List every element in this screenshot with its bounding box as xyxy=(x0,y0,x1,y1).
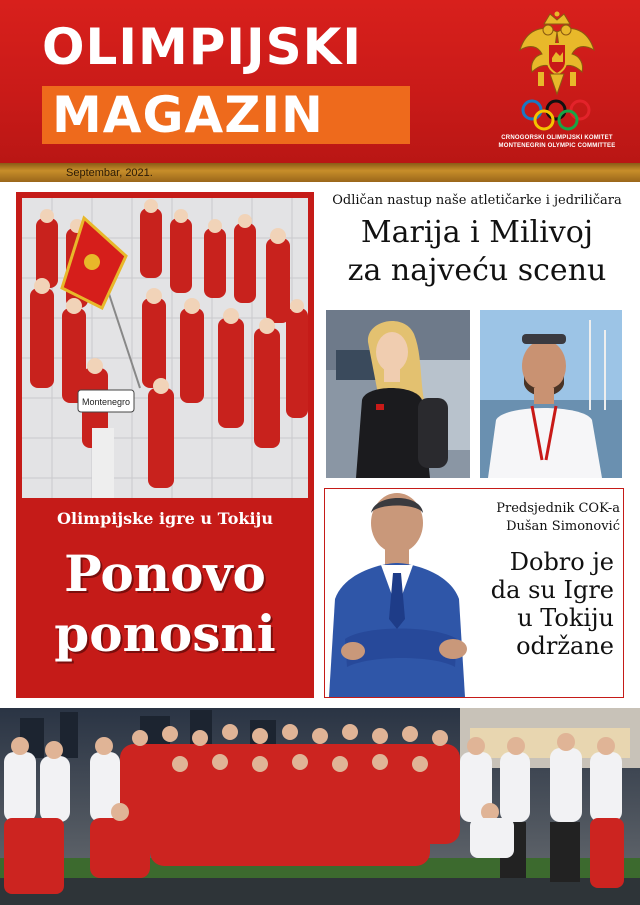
athletes-headline-line2: za najveću scenu xyxy=(347,253,607,288)
main-headline-line1: Ponovo xyxy=(64,544,266,603)
main-story-headline[interactable] xyxy=(16,544,314,664)
president-story-kicker xyxy=(470,500,620,536)
magazine-title-line1: OLIMPIJSKI xyxy=(42,18,362,76)
committee-name-english: MONTENEGRIN OLYMPIC COMMITTEE xyxy=(498,143,616,149)
country-sign-text: Montenegro xyxy=(81,397,131,407)
main-headline-line2: ponosni xyxy=(54,604,276,663)
committee-name xyxy=(492,134,622,150)
opening-ceremony-photo xyxy=(22,198,308,498)
president-story-headline[interactable] xyxy=(470,548,614,660)
masthead xyxy=(0,0,640,168)
president-title: Predsjednik COK-a xyxy=(496,501,620,516)
president-headline-line2: da su Igre xyxy=(490,576,614,604)
president-headline-line1: Dobro je xyxy=(509,548,614,576)
team-group-photo xyxy=(0,708,640,905)
main-story-kicker: Olimpijske igre u Tokiju xyxy=(57,509,273,528)
president-photo xyxy=(325,489,485,697)
president-headline-line4: održane xyxy=(516,632,614,660)
magazine-title-line2: MAGAZIN xyxy=(52,86,324,144)
athlete-marija-photo xyxy=(326,310,470,478)
athletes-story-kicker: Odličan nastup naše atletičarke i jedriličara xyxy=(332,193,622,208)
athletes-headline-line1: Marija i Milivoj xyxy=(360,215,594,250)
montenegro-coat-of-arms-icon xyxy=(512,10,602,100)
olympic-rings-icon xyxy=(520,98,592,132)
president-headline-line3: u Tokiju xyxy=(517,604,614,632)
issue-date: Septembar, 2021. xyxy=(66,167,153,179)
athletes-story-headline[interactable] xyxy=(326,214,628,290)
committee-name-montenegrin: CRNOGORSKI OLIMPIJSKI KOMITET xyxy=(501,135,613,141)
president-name: Dušan Simonović xyxy=(506,519,620,534)
athlete-milivoj-photo xyxy=(480,310,622,478)
